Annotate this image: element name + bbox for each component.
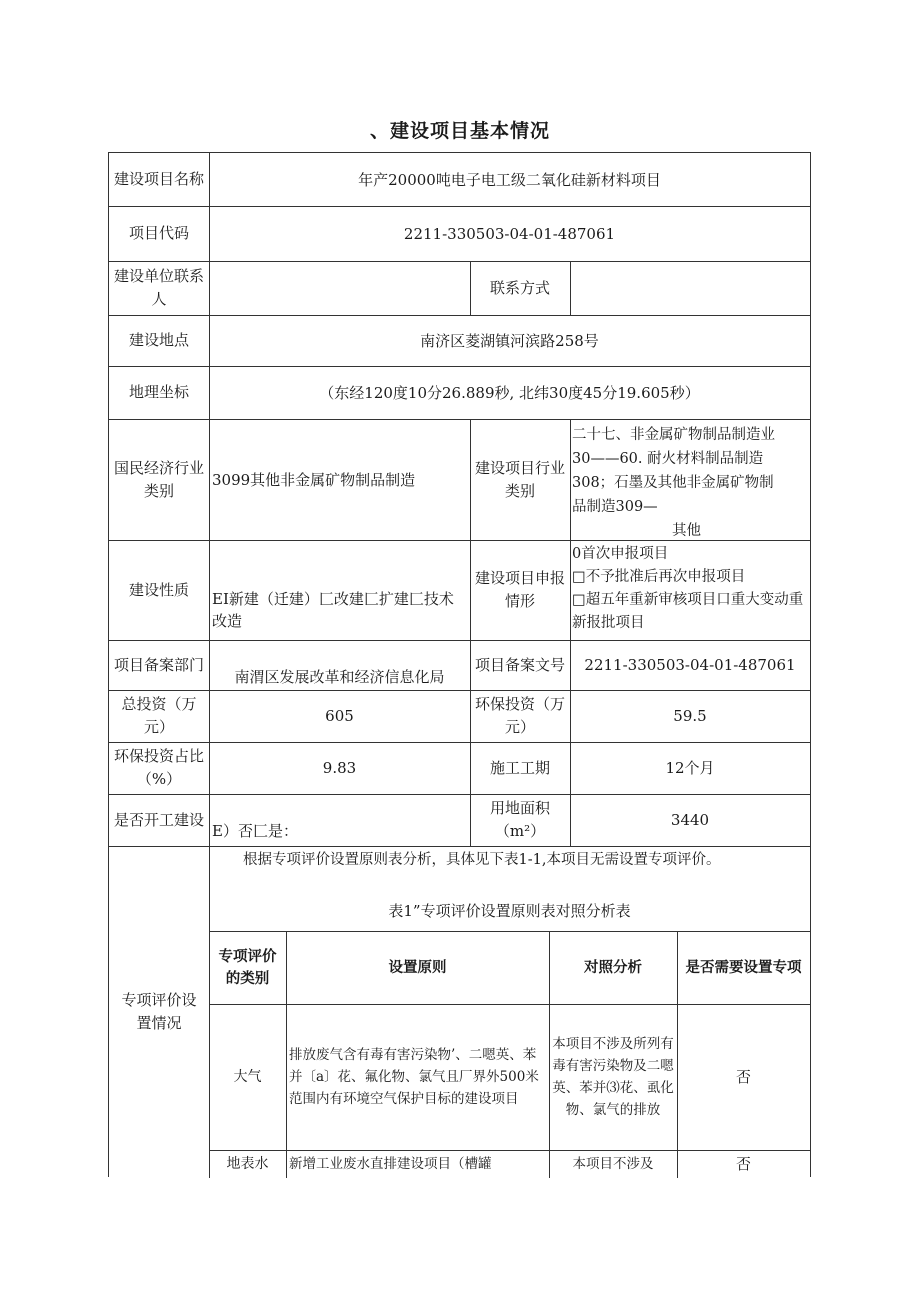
header-analysis: 对照分析 (584, 959, 642, 976)
contact-method-value (570, 261, 810, 315)
sub-table-title: 表1”专项评价设置原则表对照分析表 (388, 902, 631, 920)
total-investment-label: 总投资（万元） (121, 695, 197, 736)
contact-method-label: 联系方式 (489, 278, 550, 297)
row-analysis: 本项目不涉及所列有毒有害污染物及二嗯英、苯并⑶花、虱化物、氯气的排放 (552, 1036, 674, 1118)
declaration-type-value (570, 540, 810, 640)
total-investment-value: 605 (325, 707, 354, 725)
industry-category-value: 3099其他非金属矿物制品制造 (212, 470, 416, 489)
industry-line-5: 其他 (672, 523, 701, 539)
declaration-type-label: 建设项目申报情形 (474, 569, 565, 610)
row-principle: 新增工业废水直排建设项目（槽罐 (289, 1156, 492, 1172)
header-principle: 设置原则 (388, 959, 447, 976)
header-category: 专项评价的类别 (218, 948, 277, 987)
declaration-option-2: □不予批准后再次申报项目 (572, 569, 746, 585)
industry-line-4: 品制造309— (572, 499, 658, 515)
row-needed: 否 (735, 1155, 751, 1173)
project-code-value: 2211-330503-04-01-487061 (403, 224, 616, 243)
project-info-table (108, 152, 811, 1177)
filing-number-value: 2211-330503-04-01-487061 (584, 656, 796, 674)
industry-line-1: 二十七、非金属矿物制品制造业 (572, 427, 775, 443)
coordinates-label: 地理坐标 (128, 383, 189, 401)
land-area-value: 3440 (670, 811, 710, 829)
construction-nature-value: EI新建（迁建）匚改建匚扩建匚技术改造 (212, 590, 454, 630)
row-analysis: 本项目不涉及 (572, 1156, 654, 1172)
special-evaluation-label: 专项评价设置情况 (121, 991, 197, 1032)
industry-line-3: 308；石墨及其他非金属矿物制 (572, 475, 774, 491)
special-evaluation-intro: 根据专项评价设置原则表分析，具体见下表1-1,本项目无需设置专项评价。 (243, 852, 721, 868)
project-code-label: 项目代码 (128, 224, 189, 242)
construction-started-label: 是否开工建设 (113, 810, 204, 829)
location-label: 建设地点 (128, 331, 189, 349)
row-category: 大气 (233, 1069, 262, 1085)
construction-period-value: 12个月 (665, 759, 715, 777)
declaration-option-3: □超五年重新审核项目口重大变动重新报批项目 (572, 592, 804, 631)
filing-number-label: 项目备案文号 (474, 655, 565, 674)
filing-department-value: 南渭区发展改革和经济信息化局 (234, 668, 445, 686)
construction-period-label: 施工工期 (489, 758, 550, 777)
row-principle: 排放废气含有毒有害污染物’、二嗯英、苯并〔a〕花、氟化物、氯气且厂界外500米范围内有环境空气保护目标的建设项目 (289, 1047, 539, 1107)
construction-nature-label: 建设性质 (128, 580, 189, 599)
location-value: 南济区菱湖镇河滨路258号 (420, 331, 599, 350)
construction-started-value: E）否匚是： (212, 822, 298, 840)
env-ratio-label: 环保投资占比（%） (113, 747, 204, 788)
env-investment-label: 环保投资（万元） (474, 695, 565, 736)
contact-person-label: 建设单位联系人 (113, 267, 204, 308)
land-area-label: 用地面积（m²） (489, 799, 550, 840)
section-title: 、建设项目基本情况 (369, 120, 550, 142)
project-name-value: 年产20000吨电子电工级二氧化硅新材料项目 (358, 170, 661, 189)
filing-department-label: 项目备案部门 (113, 655, 204, 674)
contact-person-value (209, 261, 470, 315)
coordinates-value: （东经120度10分26.889秒, 北纬30度45分19.605秒） (319, 383, 700, 402)
declaration-option-1: 0首次申报项目 (572, 546, 669, 562)
project-industry-label: 建设项目行业类别 (474, 458, 565, 500)
env-investment-value: 59.5 (673, 707, 707, 725)
project-industry-value (570, 419, 810, 540)
project-name-label: 建设项目名称 (113, 170, 204, 188)
env-ratio-value: 9.83 (322, 759, 357, 777)
row-needed: 否 (735, 1068, 751, 1086)
industry-line-2: 30——60. 耐火材料制品制造 (572, 451, 764, 467)
row-category: 地表水 (226, 1156, 269, 1172)
industry-category-label: 国民经济行业类别 (113, 458, 204, 500)
header-needed: 是否需要设置专项 (685, 959, 802, 976)
